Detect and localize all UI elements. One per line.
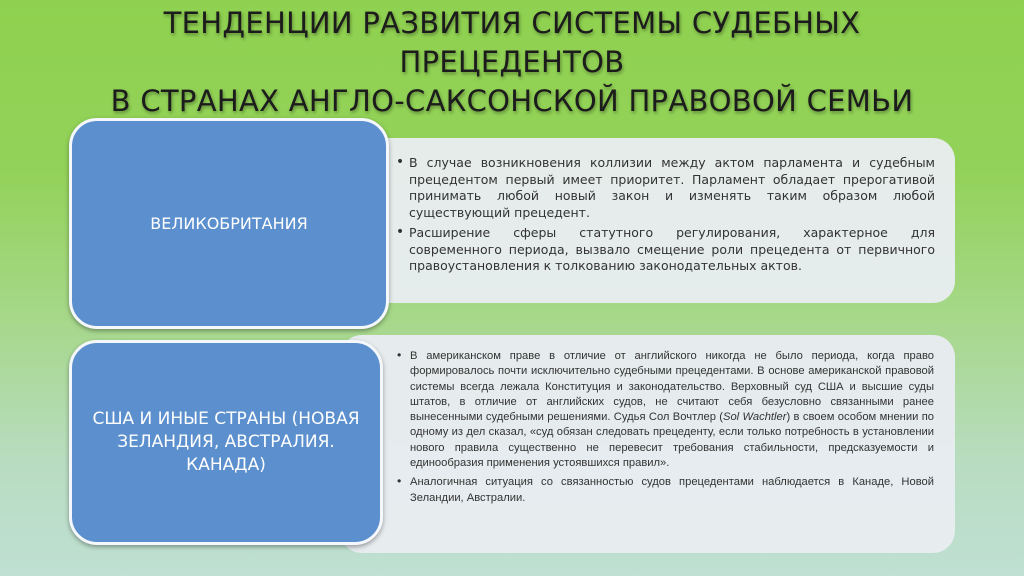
usa-bullet-list	[396, 349, 934, 510]
bullet-text-part: В американском праве в отличие от английского никогда не было периода, когда право формировалось почти исключительно судебными прецедентами. В основе американской правовой системы всегда лежала Конституция и законодательство. Верховный суд США и высшие суды штатов, в отличие от английских судов, не считают себя безусловно связанными ранее вынесенными судебными решениями. Судья Сол Вочтлер (	[410, 350, 934, 424]
slide-title	[0, 4, 1024, 121]
bullet-text: В случае возникновения коллизии между актом парламента и судебным прецедентом первый имеет приоритет. Парламент обладает прерогативой принимать любой новый закон и изменять таким образом любой существующий прецедент.	[409, 155, 935, 220]
title-line-1: ТЕНДЕНЦИИ РАЗВИТИЯ СИСТЕМЫ СУДЕБНЫХ	[163, 6, 861, 40]
uk-bullet-list	[395, 155, 935, 279]
list-item	[395, 155, 935, 221]
bullet-icon: •	[396, 154, 405, 170]
list-item	[395, 225, 935, 275]
usa-label-box	[69, 340, 383, 545]
list-item	[396, 475, 934, 506]
uk-label-box	[69, 118, 389, 329]
bullet-icon: •	[397, 348, 402, 362]
usa-label: США И ИНЫЕ СТРАНЫ (НОВАЯ ЗЕЛАНДИЯ, АВСТРАЛИЯ. КАНАДА)	[92, 409, 360, 475]
uk-label: ВЕЛИКОБРИТАНИЯ	[150, 214, 308, 233]
bullet-icon: •	[397, 474, 402, 489]
title-line-3: В СТРАНАХ АНГЛО-САКСОНСКОЙ ПРАВОВОЙ СЕМЬИ	[110, 84, 914, 118]
title-line-2: ПРЕЦЕДЕНТОВ	[399, 45, 625, 79]
bullet-icon: •	[396, 224, 405, 240]
bullet-text	[410, 349, 934, 471]
bullet-text-italic: Sol Wachtler	[723, 411, 787, 424]
bullet-text-part: ) в своем особом мнении по одному из дел сказал, «суд обязан следовать прецеденту, если только потребность в установлении нового правила существенно не перевесит требования стабильности, предсказуемости и единообразия применения устоявшихся правил».	[410, 411, 934, 470]
list-item	[396, 349, 934, 471]
bullet-text: Аналогичная ситуация со связанностью судов прецедентами наблюдается в Канаде, Новой Зеландии, Австралии.	[410, 476, 934, 504]
bullet-text: Расширение сферы статутного регулирования, характерное для современного периода, вызвало смещение роли прецедента от первичного правоустановления к толкованию законодательных актов.	[409, 225, 935, 273]
